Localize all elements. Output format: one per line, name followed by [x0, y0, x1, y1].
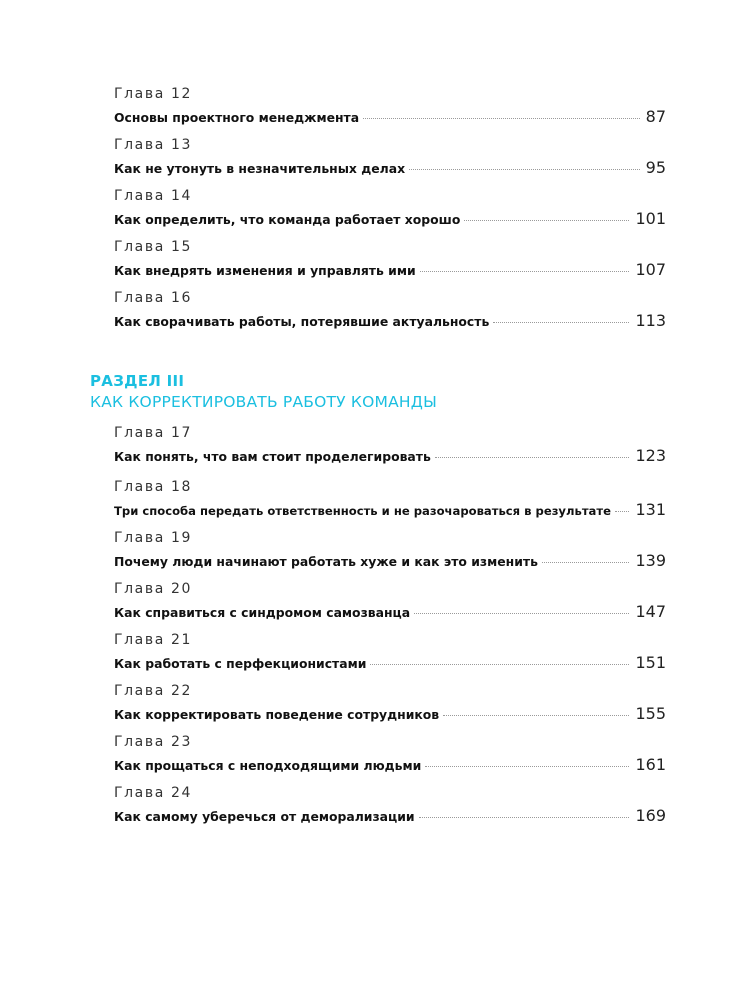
toc-entry-chapter-15[interactable]	[114, 239, 666, 283]
chapter-title: Как не утонуть в незначительных делах	[114, 161, 406, 176]
chapter-title-line	[114, 653, 666, 672]
chapter-label: Глава 21	[114, 632, 192, 648]
section-title: КАК КОРРЕКТИРОВАТЬ РАБОТУ КОМАНДЫ	[90, 393, 437, 411]
dot-leader	[464, 220, 629, 221]
page-number: 155	[635, 704, 666, 723]
dot-leader	[419, 817, 630, 818]
toc-entry-chapter-20[interactable]	[114, 581, 666, 625]
page-number: 113	[635, 311, 666, 330]
chapter-title: Как сворачивать работы, потерявшие актуальность	[114, 314, 490, 329]
chapter-title: Как внедрять изменения и управлять ими	[114, 263, 416, 278]
dot-leader	[370, 664, 629, 665]
toc-entry-chapter-19[interactable]	[114, 530, 666, 574]
toc-entry-chapter-23[interactable]	[114, 734, 666, 778]
chapter-title: Как самому уберечься от деморализации	[114, 809, 415, 824]
chapter-title: Как справиться с синдромом самозванца	[114, 605, 411, 620]
dot-leader	[615, 511, 630, 512]
dot-leader	[542, 562, 630, 563]
dot-leader	[414, 613, 629, 614]
chapter-label: Глава 22	[114, 683, 192, 699]
page-number: 169	[635, 806, 666, 825]
chapter-title-line	[114, 209, 666, 228]
chapter-title-line	[114, 158, 666, 177]
dot-leader	[409, 169, 640, 170]
dot-leader	[435, 457, 630, 458]
chapter-label: Глава 23	[114, 734, 192, 750]
chapter-title: Как корректировать поведение сотрудников	[114, 707, 440, 722]
page-number: 161	[635, 755, 666, 774]
toc-entry-chapter-17[interactable]	[114, 425, 666, 469]
page-number: 147	[635, 602, 666, 621]
chapter-title-line	[114, 551, 666, 570]
chapter-title: Три способа передать ответственность и не разочароваться в результате	[114, 504, 611, 518]
chapter-title-line	[114, 704, 666, 723]
chapter-title: Основы проектного менеджмента	[114, 110, 360, 125]
page-number: 123	[635, 446, 666, 465]
chapter-label: Глава 12	[114, 86, 192, 102]
section-heading	[90, 372, 437, 413]
toc-entry-chapter-18[interactable]	[114, 479, 666, 523]
page-number: 87	[645, 107, 666, 126]
page-number: 101	[635, 209, 666, 228]
chapter-title: Как работать с перфекционистами	[114, 656, 367, 671]
chapter-title-line	[114, 446, 666, 465]
chapter-title: Как определить, что команда работает хорошо	[114, 212, 461, 227]
chapter-label: Глава 17	[114, 425, 192, 441]
dot-leader	[443, 715, 629, 716]
page-number: 151	[635, 653, 666, 672]
chapter-title-line	[114, 311, 666, 330]
chapter-label: Глава 16	[114, 290, 192, 306]
chapter-title-line	[114, 806, 666, 825]
dot-leader	[363, 118, 640, 119]
chapter-title-line	[114, 755, 666, 774]
chapter-title: Как прощаться с неподходящими людьми	[114, 758, 422, 773]
toc-entry-chapter-24[interactable]	[114, 785, 666, 829]
chapter-title: Как понять, что вам стоит проделегировать	[114, 449, 431, 464]
toc-entry-chapter-21[interactable]	[114, 632, 666, 676]
toc-entry-chapter-16[interactable]	[114, 290, 666, 334]
chapter-label: Глава 20	[114, 581, 192, 597]
chapter-title-line	[114, 500, 666, 519]
chapter-label: Глава 13	[114, 137, 192, 153]
chapter-label: Глава 14	[114, 188, 192, 204]
toc-entry-chapter-12[interactable]	[114, 86, 666, 130]
toc-entry-chapter-22[interactable]	[114, 683, 666, 727]
page-number: 131	[635, 500, 666, 519]
chapter-label: Глава 19	[114, 530, 192, 546]
chapter-label: Глава 15	[114, 239, 192, 255]
chapter-label: Глава 18	[114, 479, 192, 495]
chapter-label: Глава 24	[114, 785, 192, 801]
toc-entry-chapter-13[interactable]	[114, 137, 666, 181]
page-number: 107	[635, 260, 666, 279]
dot-leader	[420, 271, 630, 272]
toc-entry-chapter-14[interactable]	[114, 188, 666, 232]
section-label: РАЗДЕЛ III	[90, 372, 185, 390]
chapter-title-line	[114, 107, 666, 126]
chapter-title: Почему люди начинают работать хуже и как это изменить	[114, 554, 538, 569]
chapter-title-line	[114, 602, 666, 621]
page-number: 139	[635, 551, 666, 570]
chapter-title-line	[114, 260, 666, 279]
page-number: 95	[645, 158, 666, 177]
dot-leader	[493, 322, 629, 323]
dot-leader	[425, 766, 629, 767]
